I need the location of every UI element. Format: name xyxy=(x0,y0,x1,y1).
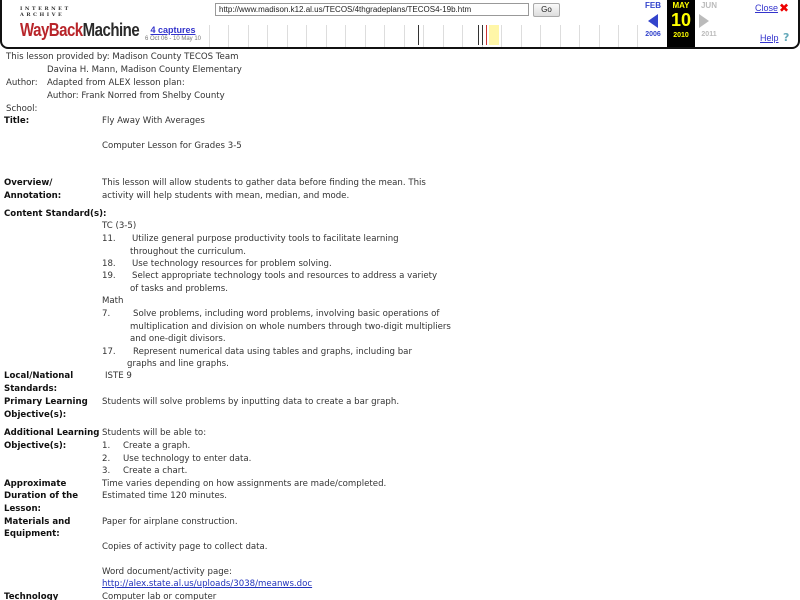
tc-item-num: 19. xyxy=(102,271,116,281)
close-link[interactable]: Close xyxy=(755,3,779,13)
materials-label-2: Equipment: xyxy=(4,529,60,539)
lesson-subtitle: Computer Lesson for Grades 3-5 xyxy=(102,141,242,151)
captures-info xyxy=(140,25,206,42)
prev-capture[interactable] xyxy=(639,0,667,47)
next-arrow-icon xyxy=(699,14,709,28)
timeline-tick xyxy=(345,25,346,47)
logo-internet-archive-text: INTERNET ARCHIVE xyxy=(20,6,71,18)
additional-intro: Students will be able to: xyxy=(102,428,207,438)
timeline-tick xyxy=(618,25,619,47)
technology-value: Computer lab or computer xyxy=(102,592,217,600)
duration-line2: Estimated time 120 minutes. xyxy=(102,491,227,501)
tc-item-num: 18. xyxy=(102,259,116,269)
math-item-text: graphs and line graphs. xyxy=(127,359,229,369)
title-label: Title: xyxy=(4,116,30,126)
logo-machine-text: Machine xyxy=(82,19,140,41)
timeline-tick xyxy=(540,25,541,47)
timeline-tick xyxy=(443,25,444,47)
timeline-tick xyxy=(599,25,600,47)
timeline-tick xyxy=(228,25,229,47)
additional-objective-label: Additional Learning xyxy=(4,428,100,438)
timeline-tick xyxy=(267,25,268,47)
overview-label: Overview/ xyxy=(4,178,53,188)
captures-link[interactable]: 4 captures xyxy=(150,25,196,35)
materials-line1: Paper for airplane construction. xyxy=(102,517,238,527)
materials-label: Materials and xyxy=(4,517,71,527)
additional-item-num: 3. xyxy=(102,466,111,476)
timeline-tick xyxy=(560,25,561,47)
author-line2: Author: Frank Norred from Shelby County xyxy=(47,91,225,101)
author-line1: Adapted from ALEX lesson plan: xyxy=(47,78,185,88)
provided-by: This lesson provided by: Madison County TECOS Team xyxy=(6,52,239,62)
duration-label: Approximate xyxy=(4,479,67,489)
help-icon[interactable]: ? xyxy=(783,31,790,44)
logo-wayback-text: WayBack xyxy=(20,19,83,41)
tc-item-text: Select appropriate technology tools and resources to address a variety xyxy=(132,271,438,281)
school-label: School: xyxy=(6,104,38,114)
prev-arrow-icon[interactable] xyxy=(648,14,658,28)
additional-item-text: Create a chart. xyxy=(123,466,188,476)
timeline-tick xyxy=(384,25,385,47)
capture-marker[interactable] xyxy=(478,25,479,45)
author-label: Author: xyxy=(6,78,38,88)
math-heading: Math xyxy=(102,296,124,306)
current-year: 2010 xyxy=(673,32,689,39)
lesson-title: Fly Away With Averages xyxy=(102,116,205,126)
materials-line2: Copies of activity page to collect data. xyxy=(102,542,268,552)
math-item-num: 7. xyxy=(102,309,111,319)
url-input[interactable] xyxy=(215,3,529,16)
timeline-tick xyxy=(326,25,327,47)
additional-item-num: 2. xyxy=(102,454,111,464)
math-item-text: and one-digit divisors. xyxy=(130,334,226,344)
captures-range: 6 Oct 06 - 10 May 10 xyxy=(144,36,202,42)
timeline-tick xyxy=(404,25,405,47)
annotation-label: Annotation: xyxy=(4,191,62,201)
tc-item-text: Use technology resources for problem solving. xyxy=(132,259,332,269)
overview-line1: This lesson will allow students to gather data before finding the mean. This xyxy=(102,178,426,188)
timeline-tick xyxy=(637,25,638,47)
provided-name: Davina H. Mann, Madison County Elementary xyxy=(47,65,242,75)
additional-item-text: Create a graph. xyxy=(123,441,191,451)
local-standards-value: ISTE 9 xyxy=(105,371,132,381)
capture-marker[interactable] xyxy=(482,25,483,45)
wayback-toolbar xyxy=(0,0,800,49)
current-day: 10 xyxy=(670,10,692,30)
tc-item-text: Utilize general purpose productivity tools to facilitate learning xyxy=(132,234,399,244)
timeline-tick xyxy=(462,25,463,47)
prev-year[interactable]: 2006 xyxy=(645,31,661,38)
capture-timeline-graph[interactable] xyxy=(207,19,637,47)
current-year-highlight xyxy=(489,25,499,45)
additional-objective-label-2: Objective(s): xyxy=(4,441,67,451)
timeline-tick xyxy=(248,25,249,47)
timeline-tick xyxy=(501,25,502,47)
close-icon[interactable]: ✖ xyxy=(779,1,790,15)
prev-month[interactable]: FEB xyxy=(645,1,661,10)
next-year: 2011 xyxy=(701,31,717,38)
primary-objective-label: Primary Learning xyxy=(4,397,88,407)
tc-item-text: throughout the curriculum. xyxy=(130,247,246,257)
math-item-text: Solve problems, including word problems, involving basic operations of xyxy=(133,309,440,319)
capture-marker-current[interactable] xyxy=(486,25,487,45)
next-capture xyxy=(695,0,723,47)
materials-line3: Word document/activity page: xyxy=(102,567,232,577)
timeline-tick xyxy=(306,25,307,47)
help-link[interactable]: Help xyxy=(760,33,779,43)
capture-marker[interactable] xyxy=(418,25,419,45)
additional-item-num: 1. xyxy=(102,441,111,451)
tc-item-num: 11. xyxy=(102,234,116,244)
timeline-tick xyxy=(579,25,580,47)
duration-label-3: Lesson: xyxy=(4,504,41,514)
duration-line1: Time varies depending on how assignments are made/completed. xyxy=(102,479,387,489)
math-item-text: multiplication and division on whole numbers through two-digit multipliers xyxy=(130,322,451,332)
timeline-tick xyxy=(365,25,366,47)
duration-label-2: Duration of the xyxy=(4,491,79,501)
go-button[interactable]: Go xyxy=(533,3,560,17)
overview-line2: activity will help students with mean, median, and mode. xyxy=(102,191,350,201)
technology-label: Technology xyxy=(4,592,59,600)
tc-heading: TC (3-5) xyxy=(102,221,137,231)
tc-item-text: of tasks and problems. xyxy=(130,284,228,294)
wayback-logo[interactable] xyxy=(20,6,140,41)
date-navigator xyxy=(639,0,729,47)
math-item-text: Represent numerical data using tables and graphs, including bar xyxy=(133,347,412,357)
next-month: JUN xyxy=(700,1,717,10)
timeline-tick xyxy=(521,25,522,47)
current-month: MAY xyxy=(672,1,690,10)
primary-objective-label-2: Objective(s): xyxy=(4,410,67,420)
primary-objective-value: Students will solve problems by inputting data to create a bar graph. xyxy=(102,397,400,407)
current-capture xyxy=(667,0,695,47)
math-item-num: 17. xyxy=(102,347,116,357)
local-standards-label: Local/National xyxy=(4,371,74,381)
local-standards-label-2: Standards: xyxy=(4,384,58,394)
activity-page-link[interactable]: http://alex.state.al.us/uploads/3038/meanws.doc xyxy=(102,579,313,589)
timeline-tick xyxy=(423,25,424,47)
additional-item-text: Use technology to enter data. xyxy=(123,454,252,464)
content-standards-label: Content Standard(s): xyxy=(4,209,107,219)
timeline-tick xyxy=(209,25,210,47)
timeline-tick xyxy=(287,25,288,47)
